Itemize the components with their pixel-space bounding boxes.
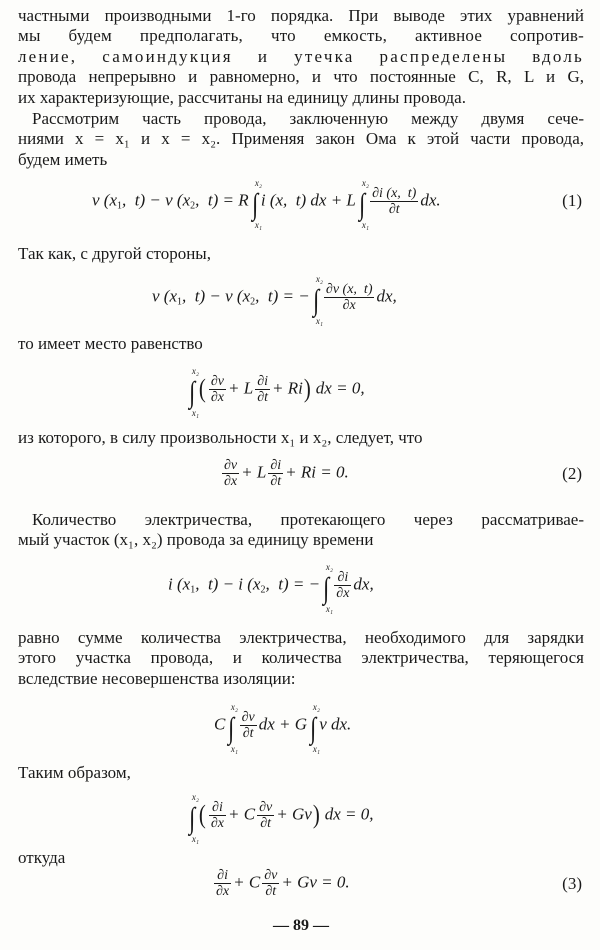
equation-current-formula: i ($x_1$, t) − i ($x_2$, t) = − ∫ x₂ x₁ $\frac{\partial i}{\partial x}$ dx,: [168, 562, 374, 615]
text-line: будем иметь: [18, 149, 108, 169]
text-line: то имеет место равенство: [18, 334, 203, 353]
equation-3-formula: $\frac{\partial i}{\partial x}$ + C $\frac{\partial v}{\partial t}$ + Gv = 0.: [216, 868, 350, 899]
equation-voltage-formula: v ($x_1$, t) − v ($x_2$, t) = − ∫ x₂ x₁ $\frac{\partial v (x, t)}{\partial x}$ dx,: [152, 274, 397, 327]
text-line: Так как, с другой стороны,: [18, 244, 211, 263]
text-line: мы будем предполагать, что емкость, активное сопротив-: [18, 26, 584, 46]
equation-charging-formula: C ∫ x₂ x₁ $\frac{\partial v}{\partial t}$ dx + G ∫ x₂ x₁ v dx.: [214, 702, 352, 755]
text-line: из которого, в силу произвольности x₁ и x₂, следует, что: [18, 428, 423, 447]
paragraph-charge: [18, 510, 584, 551]
text-line: равно сумме количества электричества, необходимого для зарядки: [18, 628, 584, 647]
equation-combined-formula: ∫ x₂ x₁ ( $\frac{\partial i}{\partial x}$ + C $\frac{\partial v}{\partial t}$ + Gv) dx = 0,: [189, 792, 374, 845]
equation-1-formula: v ($x_1$, t) − v ($x_2$, t) = R ∫ x₂ x₁ i (x, t) dx + L ∫ x₂ x₁ $\frac{\partial i (x, t)}{\partial t}$ dx.: [92, 178, 441, 231]
equation-integral-equality: [18, 358, 584, 420]
paragraph-sum: [18, 628, 584, 689]
equation-3-number: (3): [562, 874, 582, 893]
text-line: частными производными 1-го порядка. При выводе этих уравнений: [18, 6, 584, 25]
equation-integral-formula: ∫ x₂ x₁ ( $\frac{\partial v}{\partial x}$ + L $\frac{\partial i}{\partial t}$ + Ri) dx = 0,: [189, 366, 365, 419]
text-line: Количество электричества, протекающего через рассматривае-: [32, 510, 584, 529]
equation-1-number: (1): [562, 191, 582, 210]
paragraph-thus: [18, 763, 584, 783]
text-line: вследствие несовершенства изоляции:: [18, 668, 296, 688]
equation-2-formula: $\frac{\partial v}{\partial x}$ + L $\frac{\partial i}{\partial t}$ + Ri = 0.: [224, 458, 349, 489]
page-number: — 89 —: [273, 917, 329, 934]
paragraph-equality: [18, 334, 584, 354]
text-line: их характеризующие, рассчитаны на единицу длины провода.: [18, 87, 466, 107]
equation-voltage-difference: [18, 268, 584, 326]
paragraph-consider: [18, 109, 584, 170]
text-line: откуда: [18, 848, 66, 867]
equation-2-number: (2): [562, 464, 582, 483]
equation-combined-integral: [18, 784, 584, 846]
paragraph-arbitrary: [18, 428, 584, 448]
paragraph-intro: [18, 6, 584, 108]
equation-charging-leakage: [18, 696, 584, 758]
page: [18, 0, 584, 950]
equation-2: [18, 452, 584, 502]
text-line: Таким образом,: [18, 763, 131, 782]
equation-1: [18, 172, 584, 232]
text-line: этого участка провода, и количества электричества, теряющегося: [18, 648, 584, 668]
text-line: ление, самоиндукция и утечка распределены вдоль: [18, 46, 584, 66]
equation-current-difference: [18, 554, 584, 616]
equation-3: [18, 866, 584, 912]
text-line: провода непрерывно и равномерно, и что постоянные C, R, L и G,: [18, 67, 584, 87]
paragraph-other-side: [18, 244, 584, 264]
text-line: Рассмотрим часть провода, заключенную между двумя сече-: [32, 109, 584, 128]
text-line: мый участок (x₁, x₂) провода за единицу времени: [18, 530, 374, 550]
text-line: ниями x = x₁ и x = x₂. Применяя закон Ома к этой части провода,: [18, 129, 584, 149]
